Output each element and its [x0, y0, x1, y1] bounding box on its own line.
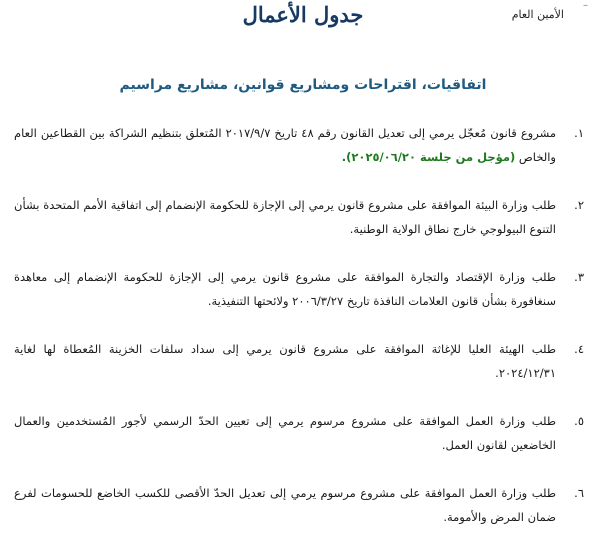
item-text: طلب وزارة الإقتصاد والتجارة الموافقة على مشروع قانون يرمي إلى الإجازة للحكومة الإنضمام إلى معاهدة سنغافورة بشأن قانون العلامات النافذة تاريخ ٢٠٠٦/٣/٢٧ ولائحتها التنفيذية.	[14, 270, 556, 308]
item-text: طلب وزارة البيئة الموافقة على مشروع قانون يرمي إلى الإجازة للحكومة الإنضمام إلى اتفاقية الأمم المتحدة بشأن التنوع البيولوجي خارج نطاق الولاية الوطنية.	[14, 198, 556, 236]
item-number: ٤.	[574, 342, 584, 356]
item-body	[14, 265, 556, 313]
item-text: مشروع قانون مُعجّل يرمي إلى تعديل القانون رقم ٤٨ تاريخ ٢٠١٧/٩/٧ المُتعلق بتنظيم الشراكة بين القطاعين العام والخاص	[14, 126, 556, 164]
item-number: ٣.	[574, 270, 584, 284]
agenda-list	[14, 121, 584, 553]
item-text: طلب الهيئة العليا للإغاثة الموافقة على مشروع قانون يرمي إلى سداد سلفات الخزينة المُعطاة لها لغاية ٢٠٢٤/١٢/٣١.	[14, 342, 556, 380]
item-note: (مؤجل من جلسة ٢٠٢٥/٠٦/٢٠).	[341, 150, 516, 164]
item-number: ٢.	[574, 198, 584, 212]
agenda-item-4	[14, 337, 584, 385]
secretary-general-label: الأمين العام	[511, 8, 564, 21]
agenda-item-5	[14, 409, 584, 457]
item-text: طلب وزارة العمل الموافقة على مشروع مرسوم يرمي إلى تعديل الحدّ الأقصى للكسب الخاضع للحسومات لفرع ضمان المرض والأمومة.	[14, 486, 556, 524]
corner-mark: –	[583, 0, 588, 11]
item-number: ١.	[574, 126, 584, 140]
agenda-item-3	[14, 265, 584, 313]
item-body	[14, 337, 556, 385]
item-number: ٥.	[574, 414, 584, 428]
document-title: جدول الأعمال	[242, 2, 364, 27]
item-text: طلب وزارة العمل الموافقة على مشروع مرسوم يرمي إلى تعيين الحدّ الرسمي لأجور المُستخدمين والعمال الخاضعين لقانون العمل.	[14, 414, 556, 452]
item-number: ٦.	[574, 486, 584, 500]
item-body	[14, 193, 556, 241]
agenda-item-6	[14, 481, 584, 529]
agenda-item-1	[14, 121, 584, 169]
item-body	[14, 409, 556, 457]
item-body	[14, 481, 556, 529]
item-body	[14, 121, 556, 169]
section-heading: اتفاقيات، اقتراحات ومشاريع قوانين، مشاريع مراسيم	[119, 77, 487, 93]
agenda-item-2	[14, 193, 584, 241]
